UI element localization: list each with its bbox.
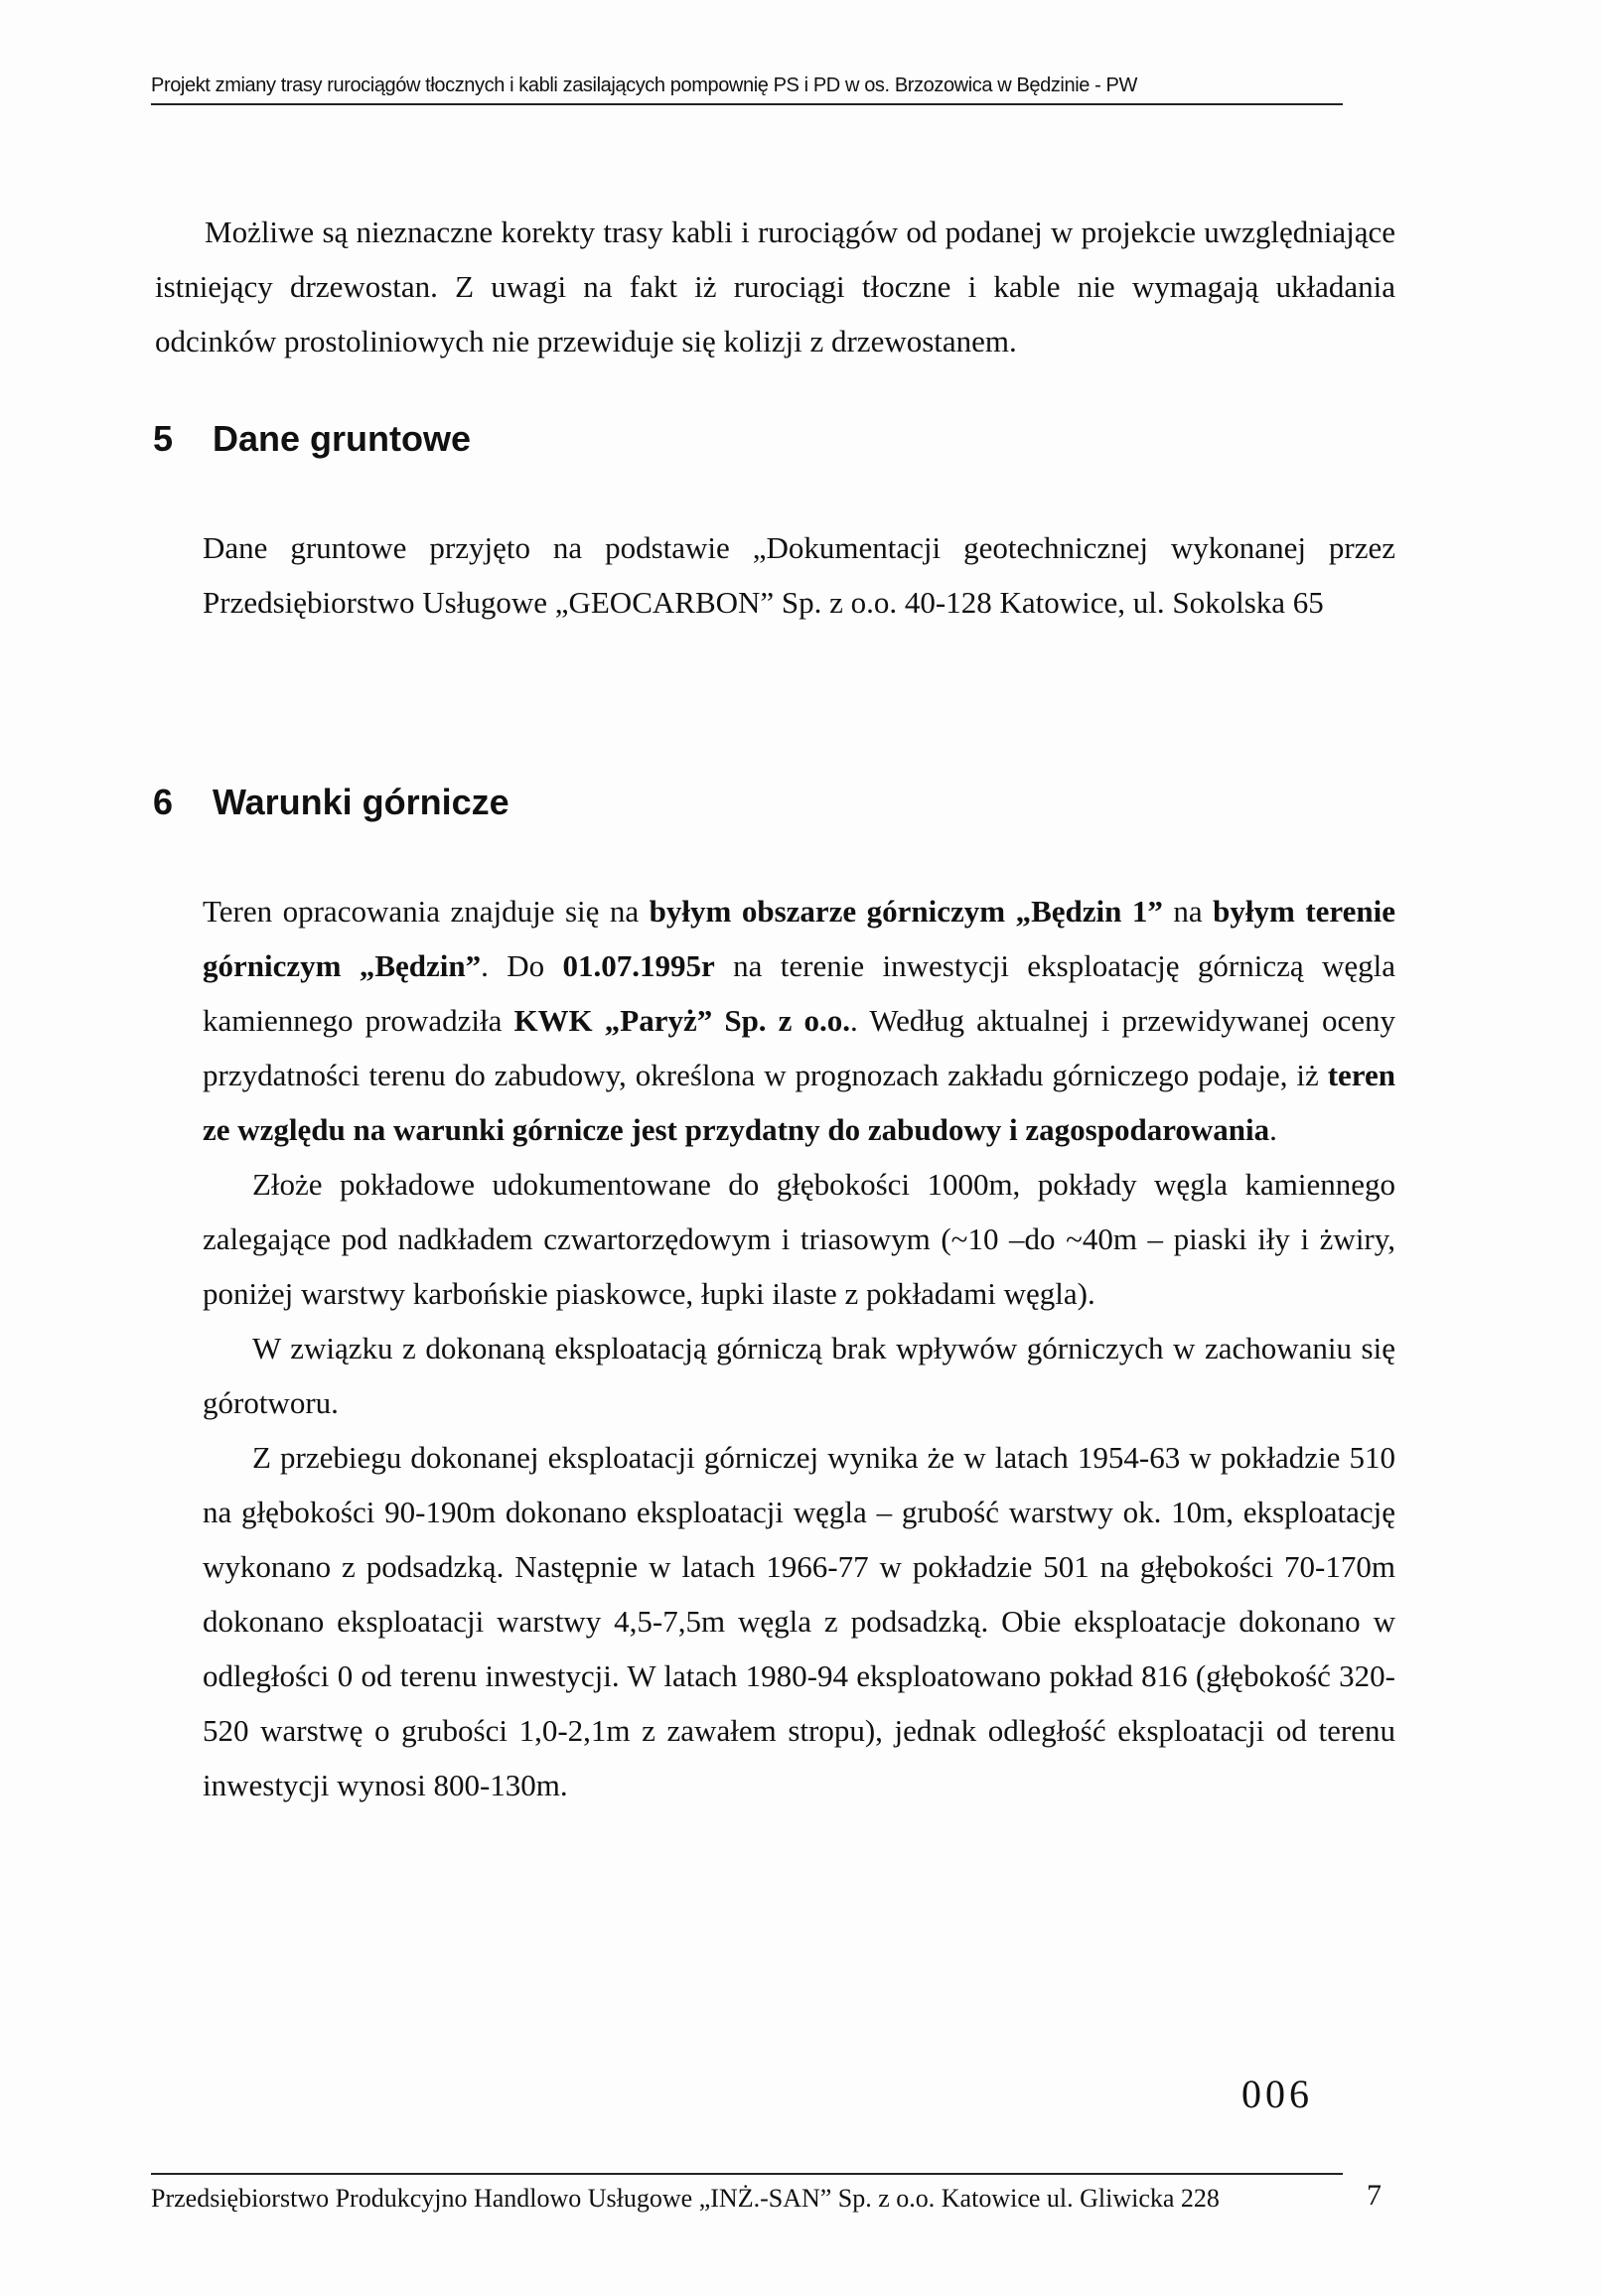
deposit-paragraph: Złoże pokładowe udokumentowane do głębokości 1000m, pokłady węgla kamiennego zalegające pod nadkładem czwartorzędowym i triasowym (~10 –do ~40m – piaski iły i żwiry, poniżej warstwy karbońskie piaskowce, łupki ilaste z pokładami węgla). [203, 1167, 1395, 1311]
soil-data-paragraph: Dane gruntowe przyjęto na podstawie „Dokumentacji geotechnicznej wykonanej przez Przedsiębiorstwo Usługowe „GEOCARBON” Sp. z o.o. 40-128 Katowice, ul. Sokolska 65 [203, 530, 1395, 620]
section-5-number: 5 [153, 418, 174, 459]
mining-text-4: na terenie inwestycji eksploatację górniczą węgla kamiennego prowadziła [203, 948, 1395, 1038]
section-6-heading [153, 781, 510, 824]
section-5-heading [153, 417, 471, 461]
section-5-body [203, 520, 1395, 630]
mining-text-1: Teren opracowania znajduje się na [203, 894, 650, 929]
document-number: 006 [1241, 2072, 1313, 2116]
section-6-title: Warunki górnicze [213, 782, 510, 822]
exploitation-history-paragraph: Z przebiegu dokonanej eksploatacji górniczej wynika że w latach 1954-63 w pokładzie 510 na głębokości 90-190m dokonano eksploatacji węgla – grubość warstwy ok. 10m, eksploatację wykonano z podsadzką. Następnie w latach 1966-77 w pokładzie 501 na głębokości 70-170m dokonano eksploatacji warstwy 4,5-7,5m węgla z podsadzką. Obie eksploatacje dokonano w odległości 0 od terenu inwestycji. W latach 1980-94 eksploatowano pokład 816 (głębokość 320-520 warstwę o grubości 1,0-2,1m z zawałem stropu), jednak odległość eksploatacji od terenu inwestycji wynosi 800-130m. [203, 1440, 1395, 1802]
mining-bold-5: teren ze względu na warunki górnicze jest przydatny do zabudowy i zagospodarowania [203, 1058, 1395, 1147]
section-5-title: Dane gruntowe [213, 418, 472, 459]
mining-bold-3: 01.07.1995r [562, 948, 715, 983]
mining-bold-4: KWK „Paryż” Sp. z o.o. [513, 1003, 851, 1038]
section-6-number: 6 [153, 782, 174, 822]
running-header: Projekt zmiany trasy rurociągów tłocznych i kabli zasilających pompownię PS i PD w os. Brzozowica w Będzinie - PW [151, 74, 1137, 96]
mining-text-5: . Według aktualnej i przewidywanej oceny przydatności terenu do zabudowy, określona w prognozach zakładu górniczego podaje, iż [203, 1003, 1396, 1092]
mining-bold-1: byłym obszarze górniczym „Będzin 1” [649, 894, 1163, 929]
mining-text-2: na [1162, 894, 1214, 929]
mining-area-paragraph [203, 884, 1395, 1157]
mining-text-3: . Do [481, 948, 563, 983]
header-rule [151, 103, 1343, 105]
intro-section [155, 205, 1395, 368]
mining-bold-2: byłym terenie górniczym „Będzin” [203, 894, 1395, 983]
section-6-body [203, 884, 1395, 1812]
mining-impact-paragraph: W związku z dokonaną eksploatacją górniczą brak wpływów górniczych w zachowaniu się górotworu. [203, 1331, 1395, 1420]
page-number: 7 [1367, 2179, 1382, 2212]
mining-text-6: . [1269, 1112, 1277, 1147]
footer-rule [151, 2173, 1343, 2175]
footer-company: Przedsiębiorstwo Produkcyjno Handlowo Usługowe „INŻ.-SAN” Sp. z o.o. Katowice ul. Gliwicka 228 [151, 2184, 1220, 2213]
intro-paragraph: Możliwe są nieznaczne korekty trasy kabli i rurociągów od podanej w projekcie uwzględniające istniejący drzewostan. Z uwagi na fakt iż rurociągi tłoczne i kable nie wymagają układania odcinków prostoliniowych nie przewiduje się kolizji z drzewostanem. [155, 215, 1395, 359]
